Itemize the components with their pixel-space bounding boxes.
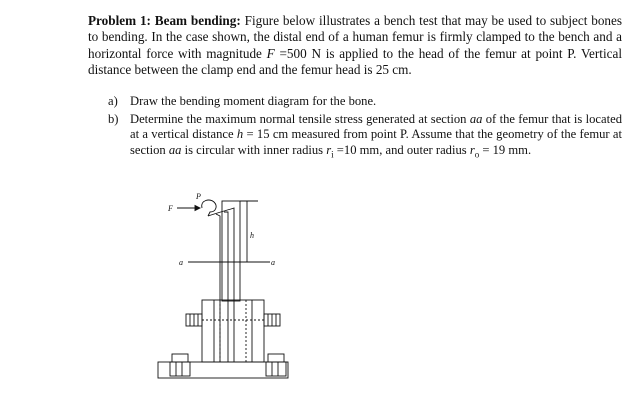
figure-label-a-left: a [179,258,183,267]
force-arrowhead [195,206,200,211]
problem-text-1: Figure below illustrates a bench test that may be used to subject bones to bending. In the case shown, the distal end of a human femur is firmly clamped to the bench and a horizontal force with magnitude [88,13,623,61]
question-a-label: a) [108,94,118,108]
clamp-block [202,300,264,362]
base-bolt-left [172,354,188,362]
question-b-text: Determine the maximum normal tensile stress generated at section aa of the femur that is located at a vertical distance h = 15 cm measured from point P. Assume that the geometry of the femur at section aa is circular with inner radius $r_i =10$ mm, and outer radius $r_o = 19$ mm. [130,111,622,160]
question-a [108,94,622,110]
problem-statement [88,13,622,79]
vertical-support [222,201,240,301]
figure-label-P: P [196,192,201,201]
problem-text-2: =500 N is applied to the head of the femur at point P. Vertical distance between the clamp end and the femur head is 25 cm. [88,45,622,78]
femur-bench-test-figure [150,186,290,386]
figure-label-h: h [250,231,254,240]
femur-shaft-left [208,208,234,362]
femur-head [202,200,216,216]
question-list [108,94,622,160]
figure-label-a-right: a [271,258,275,267]
question-a-text: Draw the bending moment diagram for the bone. [130,94,377,108]
femur-shaft-right [216,214,220,362]
problem-title: Problem 1: Beam bending: [88,13,241,28]
force-symbol: F [266,45,275,61]
question-b [108,112,622,159]
question-b-label: b) [108,111,119,126]
figure-label-F: F [168,204,173,213]
base-bolt-right [268,354,284,362]
